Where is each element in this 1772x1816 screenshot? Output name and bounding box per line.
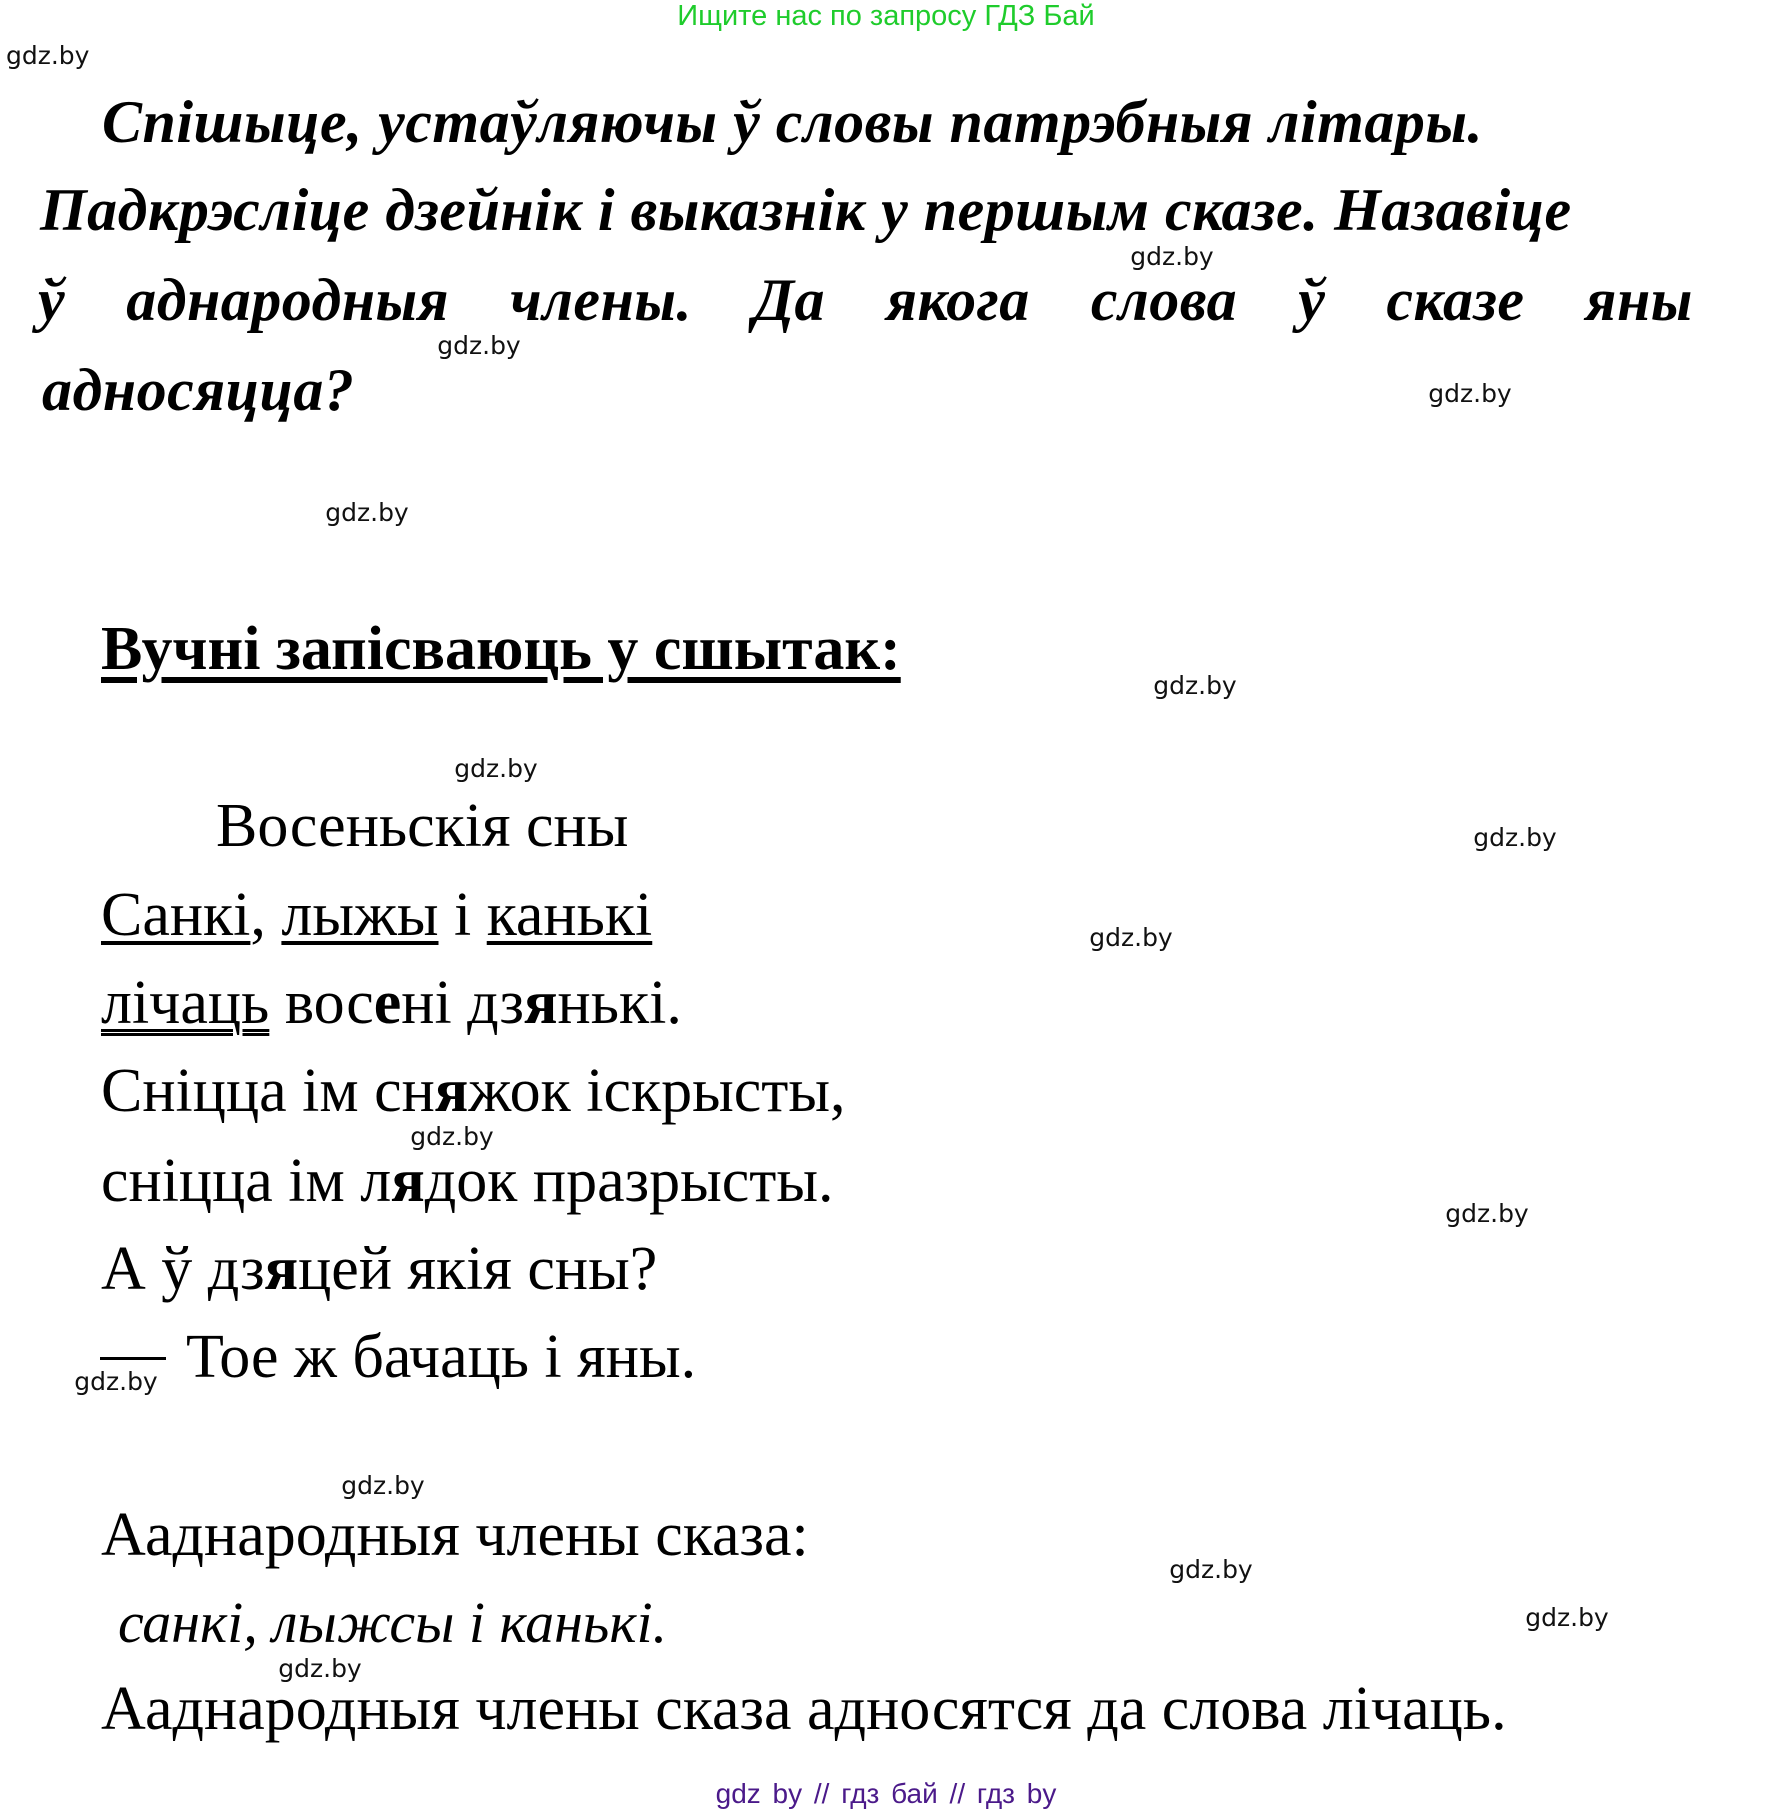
task-word: ў	[1298, 267, 1326, 333]
poem-line-3	[101, 1057, 846, 1125]
poem-text: сніцца ім л	[101, 1147, 392, 1215]
poem-line-2	[101, 969, 682, 1037]
watermark: gdz.by	[1089, 923, 1173, 952]
task-word: Да	[753, 267, 826, 333]
watermark: gdz.by	[1169, 1555, 1253, 1584]
task-word: якога	[886, 267, 1030, 333]
predicate-word: лічаць	[101, 969, 270, 1037]
watermark: gdz.by	[278, 1654, 362, 1683]
poem-text: ,	[250, 881, 282, 949]
task-line-1: Спішыце, устаўляючы ў словы патрэбныя літары.	[102, 89, 1483, 155]
poem-text: жок іскрысты,	[468, 1057, 846, 1125]
watermark: gdz.by	[325, 498, 409, 527]
poem-line-6	[100, 1323, 697, 1391]
task-word: слова	[1090, 267, 1238, 333]
watermark: gdz.by	[6, 41, 90, 70]
task-word: члены.	[510, 267, 692, 333]
relation-answer: Ааднародныя члены сказа адносятся да слова лічаць.	[101, 1675, 1507, 1743]
promo-banner: Ищите нас по запросу ГДЗ Бай	[677, 0, 1095, 32]
poem-text: док празрысты.	[424, 1147, 834, 1215]
task-line-2: Падкрэсліце дзейнік і выказнік у першым сказе. Назавіце	[40, 177, 1572, 243]
task-word: аднародныя	[126, 267, 450, 333]
poem-text: Тое ж бачаць і яны.	[186, 1323, 697, 1391]
subject-word: канькі	[486, 881, 653, 949]
task-line-4: адносяцца?	[42, 357, 355, 423]
watermark: gdz.by	[1428, 379, 1512, 408]
inserted-letter: я	[264, 1235, 299, 1303]
watermark: gdz.by	[341, 1471, 425, 1500]
poem-text: Сніцца ім сн	[101, 1057, 435, 1125]
watermark: gdz.by	[1130, 242, 1214, 271]
inserted-letter: е	[373, 969, 402, 1037]
subject-word: Санкі	[101, 881, 251, 949]
poem-line-1	[101, 881, 653, 949]
watermark: gdz.by	[1153, 671, 1237, 700]
dialogue-dash	[100, 1357, 166, 1360]
homogeneous-label: Ааднародныя члены сказа:	[101, 1501, 809, 1569]
watermark: gdz.by	[1525, 1603, 1609, 1632]
poem-text: ні дз	[401, 969, 524, 1037]
homogeneous-list: санкі, лыжсы і канькі.	[118, 1590, 668, 1655]
inserted-letter: я	[523, 969, 558, 1037]
watermark: gdz.by	[410, 1122, 494, 1151]
poem-line-4	[101, 1147, 834, 1215]
watermark: gdz.by	[1445, 1199, 1529, 1228]
poem-text: А ў дз	[101, 1235, 265, 1303]
task-line-3	[38, 267, 1693, 333]
task-word: сказе	[1386, 267, 1525, 333]
poem-text: і	[438, 881, 487, 949]
watermark: gdz.by	[437, 331, 521, 360]
task-word: яны	[1585, 267, 1693, 333]
poem-line-5	[101, 1235, 658, 1303]
poem-text: вос	[269, 969, 374, 1037]
watermark: gdz.by	[74, 1367, 158, 1396]
task-word: ў	[38, 267, 66, 333]
subject-word: лыжы	[281, 881, 439, 949]
inserted-letter: я	[391, 1147, 425, 1215]
watermark: gdz.by	[454, 754, 538, 783]
footer-watermark: gdz by // гдз бай // гдз by	[715, 1778, 1057, 1809]
poem-title: Восеньскія сны	[216, 792, 629, 860]
poem-text: нькі.	[557, 969, 682, 1037]
notebook-heading: Вучні запісваюць у сшытак:	[101, 615, 901, 683]
watermark: gdz.by	[1473, 823, 1557, 852]
poem-text: цей якія сны?	[298, 1235, 658, 1303]
inserted-letter: я	[434, 1057, 469, 1125]
